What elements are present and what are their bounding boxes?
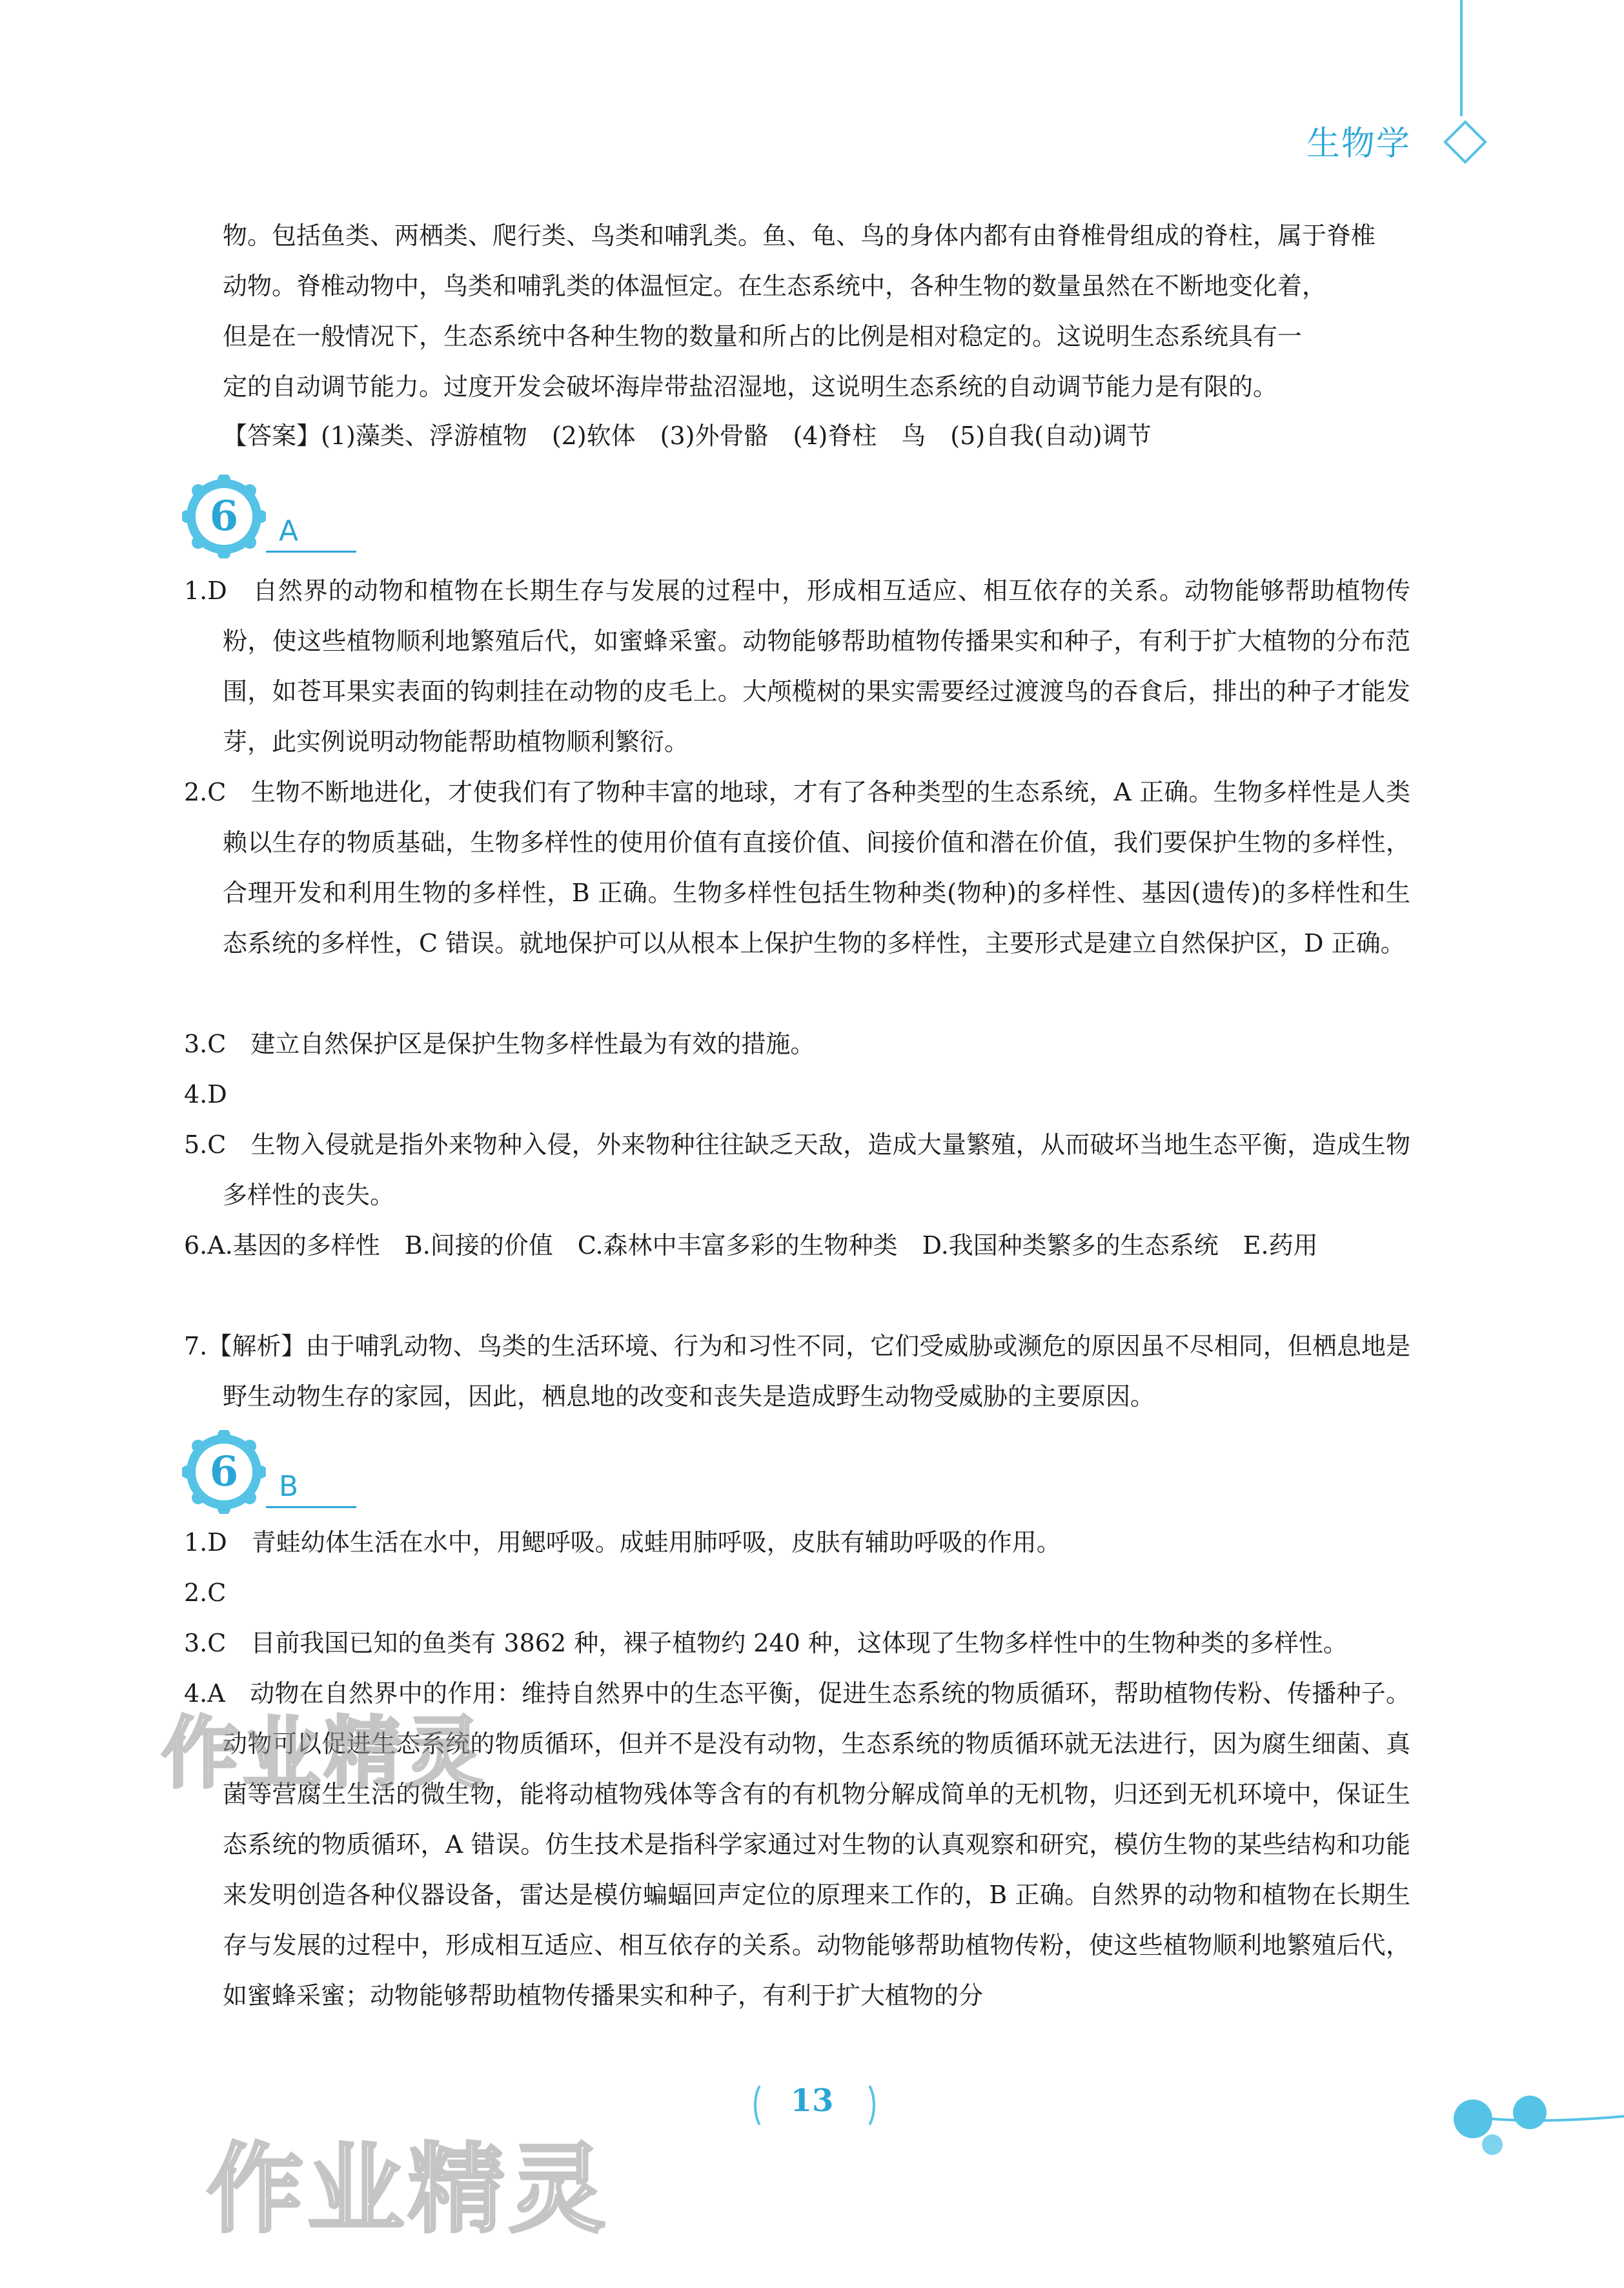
question-text: 3.C 建立自然保护区是保护生物多样性最为有效的措施。 [184, 1030, 815, 1058]
question-text: 6.A.基因的多样性 B.间接的价值 C.森林中丰富多彩的生物种类 D.我国种类繁多的生态系统 E.药用 [184, 1231, 1318, 1260]
question-item [184, 1618, 1410, 1668]
section-letter: B [279, 1470, 299, 1503]
question-item [184, 1568, 1410, 1618]
bubbles-decoration-icon [1439, 2079, 1624, 2156]
section-letter: A [279, 515, 299, 547]
section-number: 6 [209, 492, 239, 540]
watermark: 作业精灵 [207, 2134, 610, 2246]
section-number: 6 [209, 1447, 239, 1496]
question-text: 2.C [184, 1578, 227, 1607]
question-text: 1.D 自然界的动物和植物在长期生存与发展的过程中，形成相互适应、相互依存的关系。动物能够帮助植物传粉，使这些植物顺利地繁殖后代，如蜜蜂采蜜。动物能够帮助植物传播果实和种子，有利于扩大植物的分布范围，如苍耳果实表面的钩刺挂在动物的皮毛上。大颅榄树的果实需要经过渡渡鸟的吞食后，排出的种子才能发芽，此实例说明动物能帮助植物顺利繁衍。 [184, 577, 1410, 756]
question-item [184, 767, 1410, 968]
watermark: 作业精灵 [161, 1709, 487, 1799]
question-text: 4.D [184, 1080, 227, 1108]
intro-line: 但是在一般情况下，生态系统中各种生物的数量和所占的比例是相对稳定的。这说明生态系统具有一 [223, 322, 1303, 351]
intro-line: 定的自动调节能力。过度开发会破坏海岸带盐沼湿地，这说明生态系统的自动调节能力是有限的。 [223, 373, 1278, 401]
subject-title: 生物学 [1306, 125, 1411, 163]
question-item [184, 1517, 1410, 1568]
question-item [184, 1019, 1410, 1069]
question-text: 7.【解析】由于哺乳动物、鸟类的生活环境、行为和习性不同，它们受威胁或濒危的原因虽不尽相同，但栖息地是野生动物生存的家园，因此，栖息地的改变和丧失是造成野生动物受威胁的主要原因。 [184, 1332, 1410, 1411]
question-text: 4.A 动物在自然界中的作用：维持自然界中的生态平衡，促进生态系统的物质循环，帮助植物传粉、传播种子。动物可以促进生态系统的物质循环，但并不是没有动物，生态系统的物质循环就无法进行，因为腐生细菌、真菌等营腐生生活的微生物，能将动植物残体等含有的有机物分解成简单的无机物，归还到无机环境中，保证生态系统的物质循环，A 错误。仿生技术是指科学家通过对生物的认真观察和研究，模仿生物的某些结构和功能来发明创造各种仪器设备，雷达是模仿蝙蝠回声定位的原理来工作的，B 正确。自然界的动物和植物在长期生存与发展的过程中，形成相互适应、相互依存的关系。动物能够帮助植物传粉，使这些植物顺利地繁殖后代，如蜜蜂采蜜；动物能够帮助植物传播果实和种子，有利于扩大植物的分 [184, 1679, 1410, 2010]
intro-answer: 【答案】(1)藻类、浮游植物 (2)软体 (3)外骨骼 (4)脊柱 鸟 (5)自我(自动)调节 [223, 422, 1152, 450]
question-item [184, 1069, 1410, 1119]
section-underline [266, 551, 356, 553]
intro-line: 动物。脊椎动物中，鸟类和哺乳类的体温恒定。在生态系统中，各种生物的数量虽然在不断地变化着， [223, 272, 1327, 300]
question-item [184, 566, 1410, 767]
intro-line: 物。包括鱼类、两栖类、爬行类、鸟类和哺乳类。鱼、龟、鸟的身体内都有由脊椎骨组成的脊柱，属于脊椎 [223, 221, 1376, 250]
section-underline [266, 1506, 356, 1508]
question-text: 3.C 目前我国已知的鱼类有 3862 种，裸子植物约 240 种，这体现了生物多样性中的生物种类的多样性。 [184, 1629, 1348, 1657]
question-item [184, 1220, 1410, 1271]
intro-paragraph [223, 210, 1410, 412]
question-item [184, 1119, 1410, 1220]
section-a-badge [182, 475, 299, 558]
question-text: 1.D 青蛙幼体生活在水中，用鳃呼吸。成蛙用肺呼吸，皮肤有辅助呼吸的作用。 [184, 1528, 1061, 1557]
question-text: 2.C 生物不断地进化，才使我们有了物种丰富的地球，才有了各种类型的生态系统，A 正确。生物多样性是人类赖以生存的物质基础，生物多样性的使用价值有直接价值、间接价值和潜在价值，我们要保护生物的多样性，合理开发和利用生物的多样性，B 正确。生物多样性包括生物种类(物种)的多样性、基因(遗传)的多样性和生态系统的多样性，C 错误。就地保护可以从根本上保护生物的多样性，主要形式是建立自然保护区，D 正确。 [184, 778, 1410, 957]
question-item [184, 1321, 1410, 1422]
page-number: 13 [790, 2083, 834, 2119]
diamond-icon [1443, 120, 1487, 164]
question-text: 5.C 生物入侵就是指外来物种入侵，外来物种往往缺乏天敌，造成大量繁殖，从而破坏当地生态平衡，造成生物多样性的丧失。 [184, 1130, 1410, 1209]
section-b-badge [182, 1430, 299, 1514]
header-line [1460, 0, 1463, 116]
